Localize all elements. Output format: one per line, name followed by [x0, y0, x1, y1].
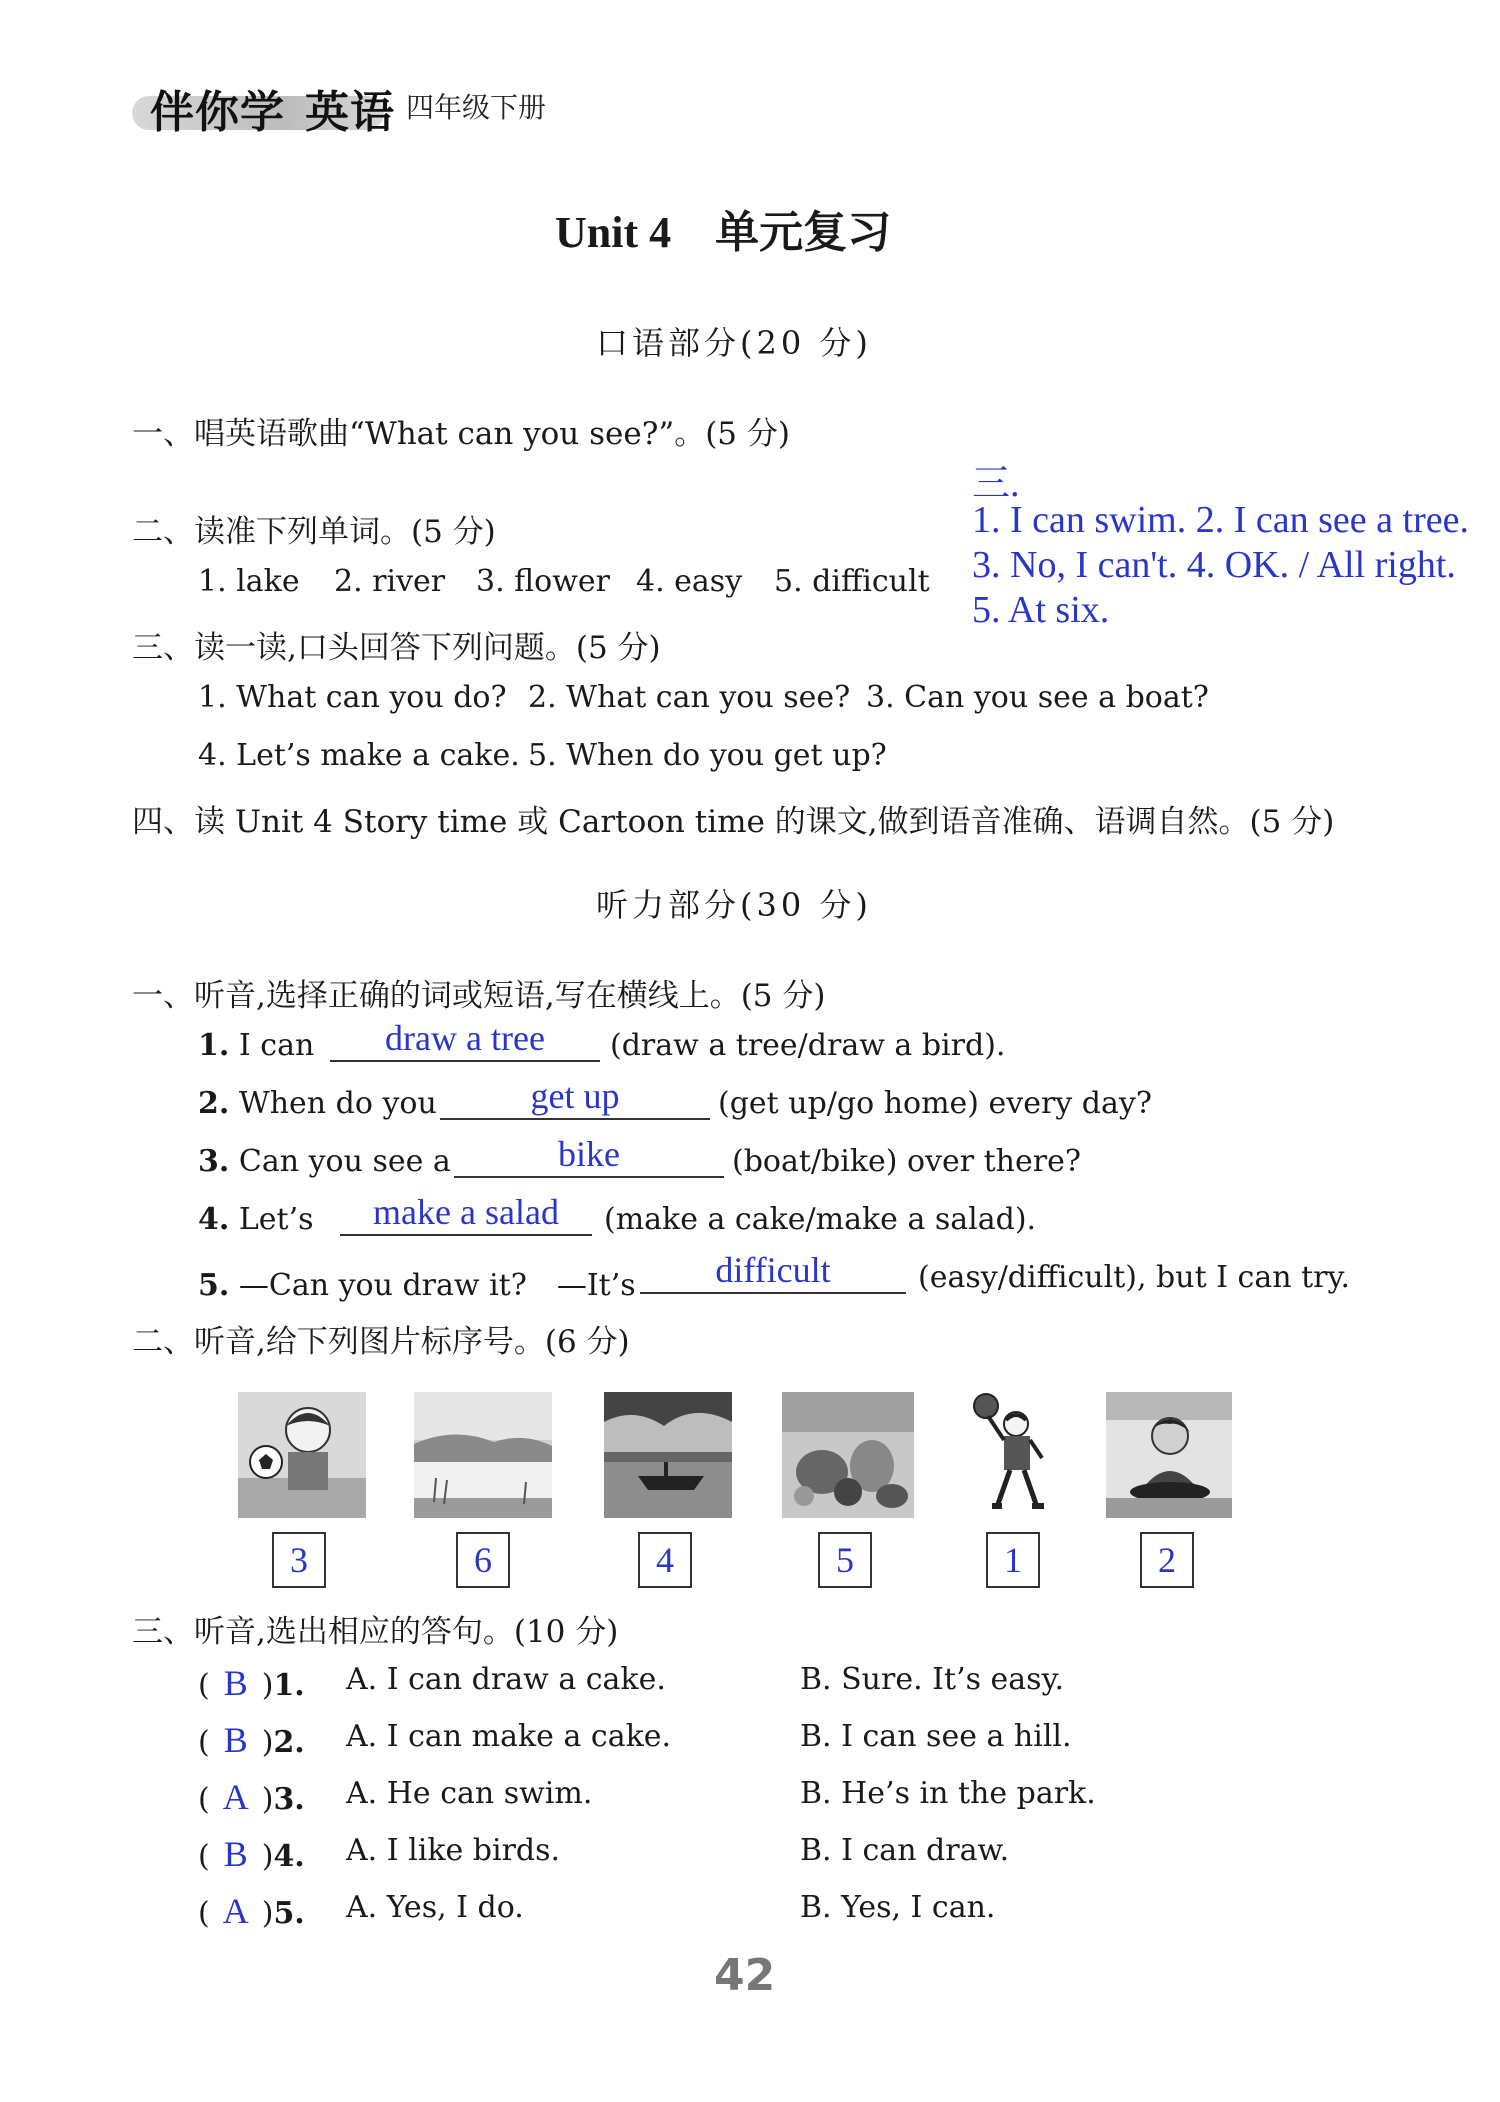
listening-q2: 二、听音,给下列图片标序号。(6 分) — [132, 1324, 630, 1360]
choice-row-4: ( B )4. — [198, 1834, 305, 1874]
choice-3-a: A. He can swim. — [346, 1776, 593, 1811]
choice-answer-3[interactable]: A — [222, 1777, 249, 1817]
oral-q1: 一、唱英语歌曲“What can you see?”。(5 分) — [132, 416, 790, 452]
grade-label: 四年级下册 — [406, 91, 547, 124]
picture-order-box-4[interactable]: 5 — [818, 1532, 872, 1588]
choice-answer-2[interactable]: B — [223, 1720, 248, 1760]
oral-section-title: 口语部分(20 分) — [596, 324, 872, 362]
answers-label: 三. — [972, 463, 1020, 505]
choice-2-b: B. I can see a hill. — [800, 1719, 1072, 1754]
listening-q1: 一、听音,选择正确的词或短语,写在横线上。(5 分) — [132, 978, 826, 1014]
choice-4-b: B. I can draw. — [800, 1833, 1010, 1868]
picture-order-box-1[interactable]: 3 — [272, 1532, 326, 1588]
q3-question-5: 5. When do you get up? — [528, 738, 887, 773]
listening-section-title: 听力部分(30 分) — [596, 886, 872, 924]
choice-4-a: A. I like birds. — [346, 1833, 561, 1868]
brand-part2: 英语 — [305, 87, 395, 138]
fill-item-3-options: (boat/bike) over there? — [732, 1144, 1081, 1179]
choice-5-a: A. Yes, I do. — [346, 1890, 524, 1925]
picture-woman-cooking — [1106, 1392, 1232, 1518]
choice-2-a: A. I can make a cake. — [346, 1719, 672, 1754]
choice-row-5: ( A )5. — [198, 1891, 305, 1931]
oral-q4: 四、读 Unit 4 Story time 或 Cartoon time 的课文,做到语音准确、语调自然。(5 分) — [132, 804, 1335, 840]
answer-blank-2[interactable]: get up — [440, 1074, 710, 1120]
word-4: 4. easy — [636, 564, 743, 599]
picture-order-box-6[interactable]: 2 — [1140, 1532, 1194, 1588]
fill-item-2: 2. When do you — [198, 1086, 437, 1121]
oral-q3: 三、读一读,口头回答下列问题。(5 分) — [132, 630, 661, 666]
page-number: 42 — [714, 1950, 776, 2001]
brand-part1: 伴你学 — [150, 87, 285, 138]
oral-q2: 二、读准下列单词。(5 分) — [132, 514, 496, 550]
answer-line-1: 1. I can swim. 2. I can see a tree. — [972, 499, 1469, 541]
fill-item-4: 4. Let’s — [198, 1202, 314, 1237]
picture-lake — [414, 1392, 552, 1518]
listening-q3: 三、听音,选出相应的答句。(10 分) — [132, 1614, 619, 1650]
fill-item-3: 3. Can you see a — [198, 1144, 451, 1179]
word-3: 3. flower — [476, 564, 611, 599]
word-5: 5. difficult — [774, 564, 930, 599]
page-title: Unit 4 单元复习 — [555, 208, 892, 257]
word-2: 2. river — [334, 564, 446, 599]
brand-logo — [150, 76, 395, 140]
picture-order-box-3[interactable]: 4 — [638, 1532, 692, 1588]
q3-question-4: 4. Let’s make a cake. — [198, 738, 520, 773]
fill-item-5: 5. —Can you draw it? —It’s — [198, 1268, 636, 1303]
choice-1-b: B. Sure. It’s easy. — [800, 1662, 1065, 1697]
answer-line-2: 3. No, I can't. 4. OK. / All right. — [972, 544, 1456, 586]
answer-blank-4[interactable]: make a salad — [340, 1190, 592, 1236]
fill-item-1-options: (draw a tree/draw a bird). — [610, 1028, 1006, 1063]
fill-item-1: 1. I can — [198, 1028, 315, 1063]
picture-football-boy — [238, 1392, 366, 1518]
fill-item-4-options: (make a cake/make a salad). — [604, 1202, 1037, 1237]
answer-blank-5[interactable]: difficult — [640, 1248, 906, 1294]
choice-answer-4[interactable]: B — [223, 1834, 248, 1874]
choice-row-2: ( B )2. — [198, 1720, 305, 1760]
word-1: 1. lake — [198, 564, 300, 599]
picture-animals — [782, 1392, 914, 1518]
choice-row-3: ( A )3. — [198, 1777, 305, 1817]
choice-5-b: B. Yes, I can. — [800, 1890, 996, 1925]
picture-boat — [604, 1392, 732, 1518]
choice-answer-5[interactable]: A — [222, 1891, 249, 1931]
fill-item-2-options: (get up/go home) every day? — [718, 1086, 1152, 1121]
answer-blank-3[interactable]: bike — [454, 1132, 724, 1178]
picture-order-box-2[interactable]: 6 — [456, 1532, 510, 1588]
choice-1-a: A. I can draw a cake. — [346, 1662, 666, 1697]
fill-item-5-options: (easy/difficult), but I can try. — [918, 1260, 1350, 1295]
picture-basketball-boy — [966, 1392, 1058, 1518]
q3-question-3: 3. Can you see a boat? — [866, 680, 1209, 715]
q3-question-1: 1. What can you do? — [198, 680, 507, 715]
answer-blank-1[interactable]: draw a tree — [330, 1016, 600, 1062]
choice-3-b: B. He’s in the park. — [800, 1776, 1096, 1811]
q3-question-2: 2. What can you see? — [528, 680, 851, 715]
picture-order-box-5[interactable]: 1 — [986, 1532, 1040, 1588]
choice-row-1: ( B )1. — [198, 1663, 305, 1703]
choice-answer-1[interactable]: B — [223, 1663, 248, 1703]
answer-line-3: 5. At six. — [972, 589, 1110, 631]
